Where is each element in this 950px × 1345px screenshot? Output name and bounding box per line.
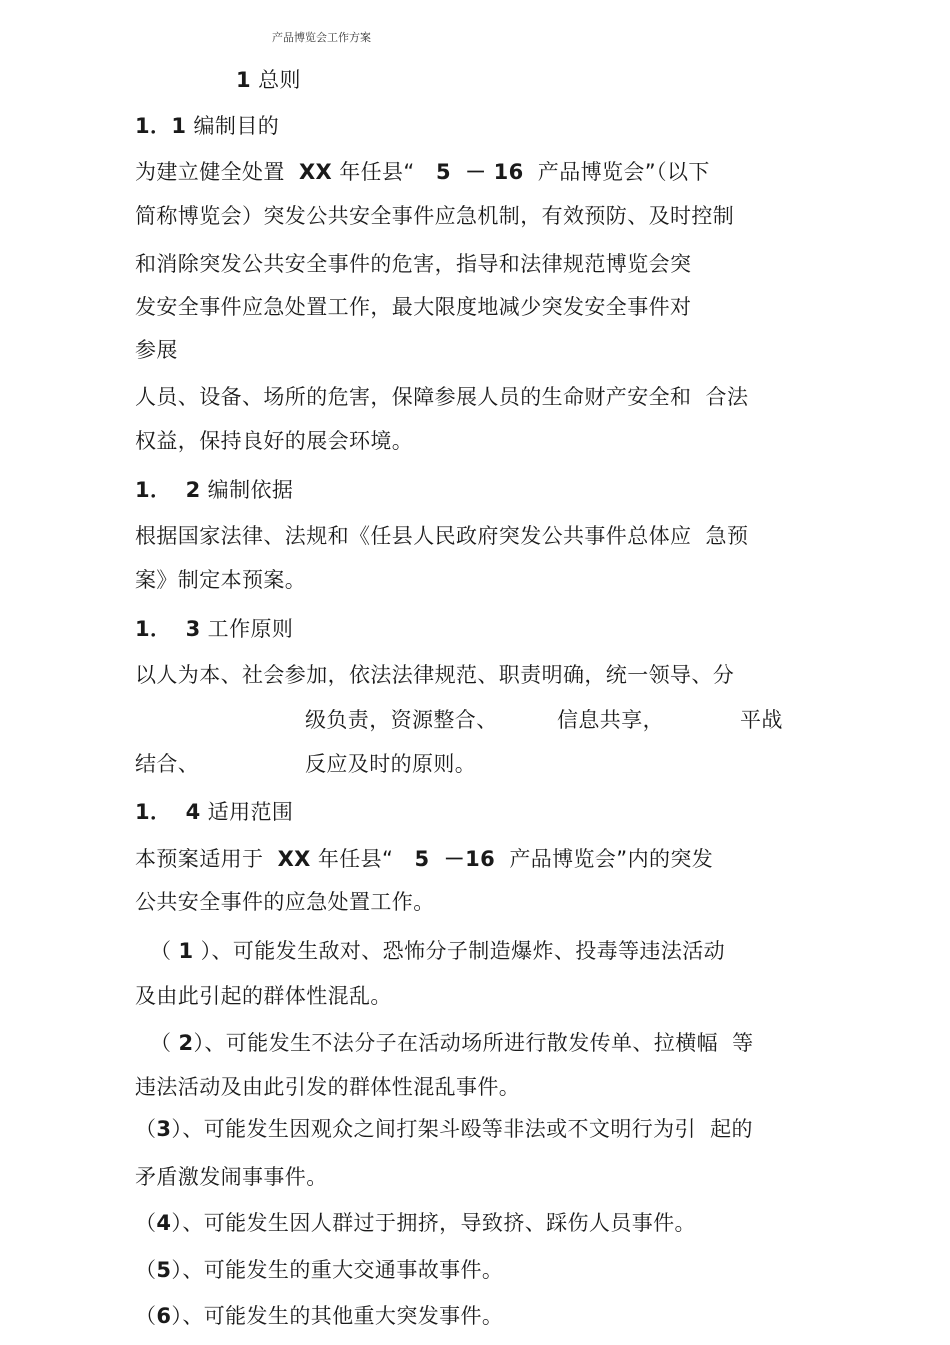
page-header: 产品博览会工作方案 [272, 31, 371, 44]
p2-line-1: 根据国家法律、法规和《任县人民政府突发公共事件总体应 急预 [135, 524, 749, 548]
p4-line-1: 本预案适用于 XX 年任县“ 5 －16 产品博览会”内的突发 [135, 847, 714, 871]
p2-line-2: 案》制定本预案。 [135, 568, 307, 592]
item-2-line-2: 违法活动及由此引发的群体性混乱事件。 [135, 1075, 521, 1099]
p3-line-2c: 平战 [740, 708, 783, 732]
p1-line-5: 参展 [135, 338, 178, 362]
section-1-2-heading: 1． 2 编制依据 [135, 478, 294, 502]
item-3-line-2: 矛盾激发闹事事件。 [135, 1165, 328, 1189]
p1-line-6: 人员、设备、场所的危害，保障参展人员的生命财产安全和 合法 [135, 385, 749, 409]
p1-line-2: 简称博览会）突发公共安全事件应急机制，有效预防、及时控制 [135, 204, 735, 228]
p3-line-2a: 级负责，资源整合、 [305, 708, 498, 732]
p1-line-3: 和消除突发公共安全事件的危害，指导和法律规范博览会突 [135, 252, 692, 276]
p3-line-1: 以人为本、社会参加，依法法律规范、职责明确，统一领导、分 [135, 663, 735, 687]
p3-line-3b: 反应及时的原则。 [305, 752, 477, 776]
p1-line-7: 权益，保持良好的展会环境。 [135, 429, 414, 453]
p4-line-2: 公共安全事件的应急处置工作。 [135, 890, 435, 914]
item-4: （4）、可能发生因人群过于拥挤，导致挤、踩伤人员事件。 [135, 1211, 696, 1235]
item-1-line-1: （ 1 ）、可能发生敌对、恐怖分子制造爆炸、投毒等违法活动 [150, 939, 726, 963]
item-1-line-2: 及由此引起的群体性混乱。 [135, 984, 392, 1008]
item-2-line-1: （ 2）、可能发生不法分子在活动场所进行散发传单、拉横幅 等 [150, 1031, 754, 1055]
p1-line-1: 为建立健全处置 XX 年任县“ 5 － 16 产品博览会”（以下 [135, 160, 710, 184]
p3-line-2b: 信息共享， [557, 708, 664, 732]
section-1-3-heading: 1． 3 工作原则 [135, 617, 294, 641]
item-3-line-1: （3）、可能发生因观众之间打架斗殴等非法或不文明行为引 起的 [135, 1117, 753, 1141]
section-1-1-heading: 1．1 编制目的 [135, 114, 280, 138]
item-5: （5）、可能发生的重大交通事故事件。 [135, 1258, 504, 1282]
section-1-4-heading: 1． 4 适用范围 [135, 800, 294, 824]
item-6: （6）、可能发生的其他重大突发事件。 [135, 1304, 504, 1328]
p1-line-4: 发安全事件应急处置工作，最大限度地减少突发安全事件对 [135, 295, 692, 319]
p3-line-3a: 结合、 [135, 752, 200, 776]
chapter-title: 1 总则 [236, 68, 301, 92]
